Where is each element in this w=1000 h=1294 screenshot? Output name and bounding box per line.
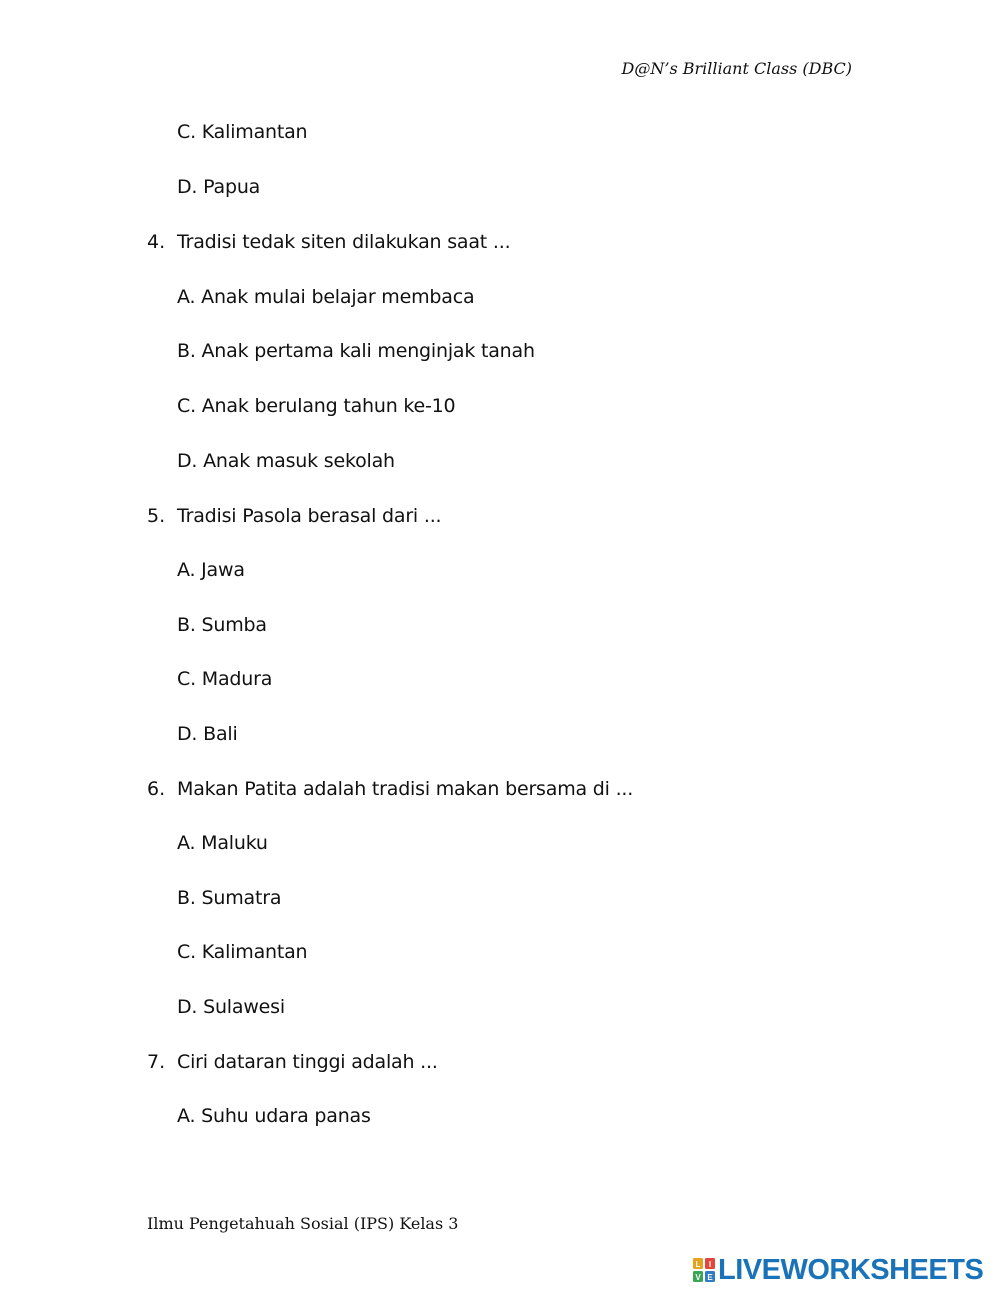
question-number: 6. [147,778,166,800]
svg-text:L: L [695,1260,701,1269]
page-footer: Ilmu Pengetahuah Sosial (IPS) Kelas 3 [147,1214,459,1233]
option: C. Madura [177,668,273,690]
carryover-option-d: D. Papua [177,176,261,198]
question-text: Tradisi tedak siten dilakukan saat ... [177,231,511,253]
option: C. Kalimantan [177,941,308,963]
option: A. Suhu udara panas [177,1105,371,1127]
option: B. Anak pertama kali menginjak tanah [177,340,535,362]
option: A. Anak mulai belajar membaca [177,286,475,308]
question-text: Makan Patita adalah tradisi makan bersama di ... [177,778,634,800]
option: A. Maluku [177,832,268,854]
liveworksheets-logo-text: LIVEWORKSHEETS [718,1254,984,1286]
option: C. Anak berulang tahun ke-10 [177,395,456,417]
option: D. Bali [177,723,238,745]
question-number: 4. [147,231,166,253]
page-header: D@N’s Brilliant Class (DBC) [621,59,852,78]
option: A. Jawa [177,559,245,581]
question-text: Tradisi Pasola berasal dari ... [177,505,442,527]
question-number: 7. [147,1051,166,1073]
option: B. Sumatra [177,887,282,909]
option: B. Sumba [177,614,267,636]
liveworksheets-logo[interactable] [693,1255,983,1285]
carryover-option-c: C. Kalimantan [177,121,308,143]
question-number: 5. [147,505,166,527]
svg-text:V: V [695,1273,701,1282]
liveworksheets-logo-icon [693,1258,715,1282]
svg-text:E: E [707,1273,713,1282]
question-text: Ciri dataran tinggi adalah ... [177,1051,438,1073]
option: D. Sulawesi [177,996,285,1018]
svg-text:I: I [708,1260,712,1269]
option: D. Anak masuk sekolah [177,450,395,472]
